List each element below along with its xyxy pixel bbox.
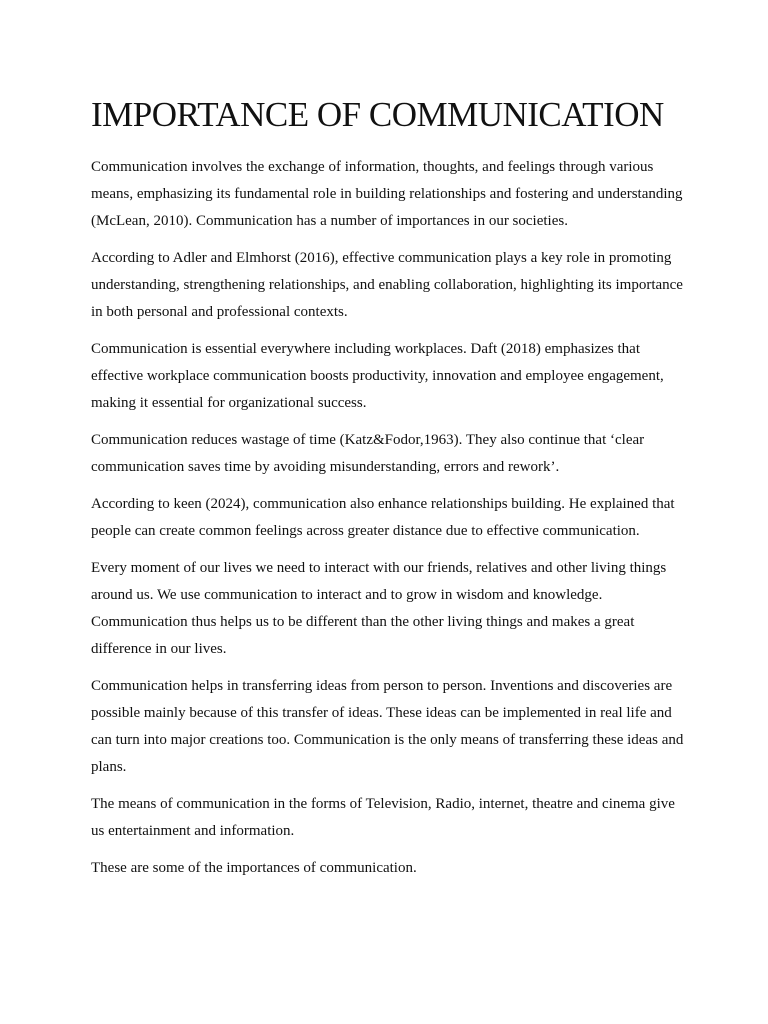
paragraph-7: Communication helps in transferring ideas from person to person. Inventions and discoveries are possible mainly because of this transfer of ideas. These ideas can be implemented in real life and can turn into major creations too. Communication is the only means of transferring these ideas and plans. (91, 678, 684, 775)
paragraph-2: According to Adler and Elmhorst (2016), effective communication plays a key role in promoting understanding, strengthening relationships, and enabling collaboration, highlighting its importance in both personal and professional contexts. (91, 250, 683, 320)
paragraph-3: Communication is essential everywhere including workplaces. Daft (2018) emphasizes that effective workplace communication boosts productivity, innovation and employee engagement, making it essential for organizational success. (91, 341, 664, 411)
paragraph-9: These are some of the importances of communication. (91, 860, 417, 876)
paragraph-4: Communication reduces wastage of time (Katz&Fodor,1963). They also continue that ‘clear communication saves time by avoiding misunderstanding, errors and rework’. (91, 432, 645, 475)
paragraph-1: Communication involves the exchange of information, thoughts, and feelings through various means, emphasizing its fundamental role in building relationships and fostering and understanding (McLean, 2010). Communication has a number of importances in our societies. (91, 159, 683, 229)
document-page (91, 92, 691, 892)
document-title: IMPORTANCE OF COMMUNICATION (91, 95, 664, 134)
paragraph-6: Every moment of our lives we need to interact with our friends, relatives and other living things around us. We use communication to interact and to grow in wisdom and knowledge. Communication thus helps us to be different than the other living things and makes a great difference in our lives. (91, 560, 667, 657)
paragraph-8: The means of communication in the forms of Television, Radio, internet, theatre and cinema give us entertainment and information. (91, 796, 675, 839)
paragraph-5: According to keen (2024), communication also enhance relationships building. He explained that people can create common feelings across greater distance due to effective communication. (91, 496, 675, 539)
